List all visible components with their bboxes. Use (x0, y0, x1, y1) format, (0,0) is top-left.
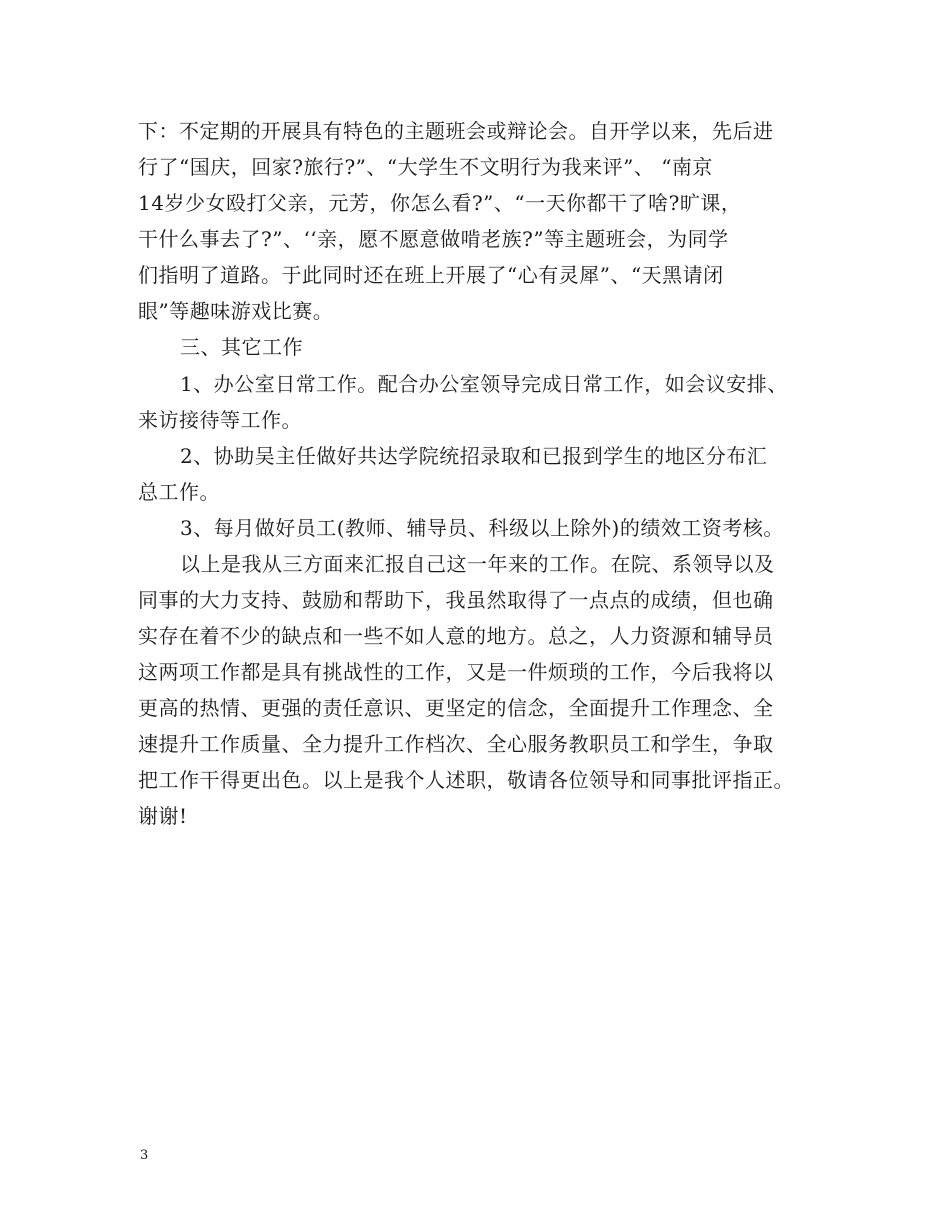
text-line: 干什么事去了?”、‘‘亲，愿不愿意做啃老族?”等主题班会，为同学 (138, 227, 729, 251)
text-line: 3、每月做好员工(教师、辅导员、科级以上除外)的绩效工资考核。 (180, 516, 784, 540)
text-line: 眼”等趣味游戏比赛。 (138, 299, 334, 323)
text-line: 下：不定期的开展具有特色的主题班会或辩论会。自开学以来，先后进 (138, 119, 774, 143)
section-heading: 三、其它工作 (180, 335, 303, 359)
text-line: 这两项工作都是具有挑战性的工作，又是一件烦琐的工作，今后我将以 (138, 660, 774, 684)
text-line: 实存在着不少的缺点和一些不如人意的地方。总之，人力资源和辅导员 (138, 624, 774, 648)
text-line: 总工作。 (138, 480, 220, 504)
text-line: 14岁少女殴打父亲，元芳，你怎么看?”、“一天你都干了啥?旷课， (138, 191, 742, 215)
text-line: 2、协助吴主任做好共达学院统招录取和已报到学生的地区分布汇 (180, 444, 768, 468)
text-line: 同事的大力支持、鼓励和帮助下，我虽然取得了一点点的成绩，但也确 (138, 588, 774, 612)
page-number: 3 (140, 1148, 149, 1163)
text-line: 行了“国庆，回家?旅行?”、“大学生不文明行为我来评”、 “南京 (138, 155, 713, 179)
text-line: 来访接待等工作。 (138, 408, 302, 432)
text-line: 们指明了道路。于此同时还在班上开展了“心有灵犀”、“天黑请闭 (138, 263, 724, 287)
text-line: 谢谢! (138, 804, 188, 828)
text-line: 1、办公室日常工作。配合办公室领导完成日常工作，如会议安排、 (180, 372, 788, 396)
text-line: 以上是我从三方面来汇报自己这一年来的工作。在院、系领导以及 (180, 552, 775, 576)
text-line: 速提升工作质量、全力提升工作档次、全心服务教职员工和学生，争取 (138, 732, 774, 756)
text-line: 更高的热情、更强的责任意识、更坚定的信念，全面提升工作理念、全 (138, 696, 774, 720)
text-line: 把工作干得更出色。以上是我个人述职，敬请各位领导和同事批评指正。 (138, 768, 794, 792)
